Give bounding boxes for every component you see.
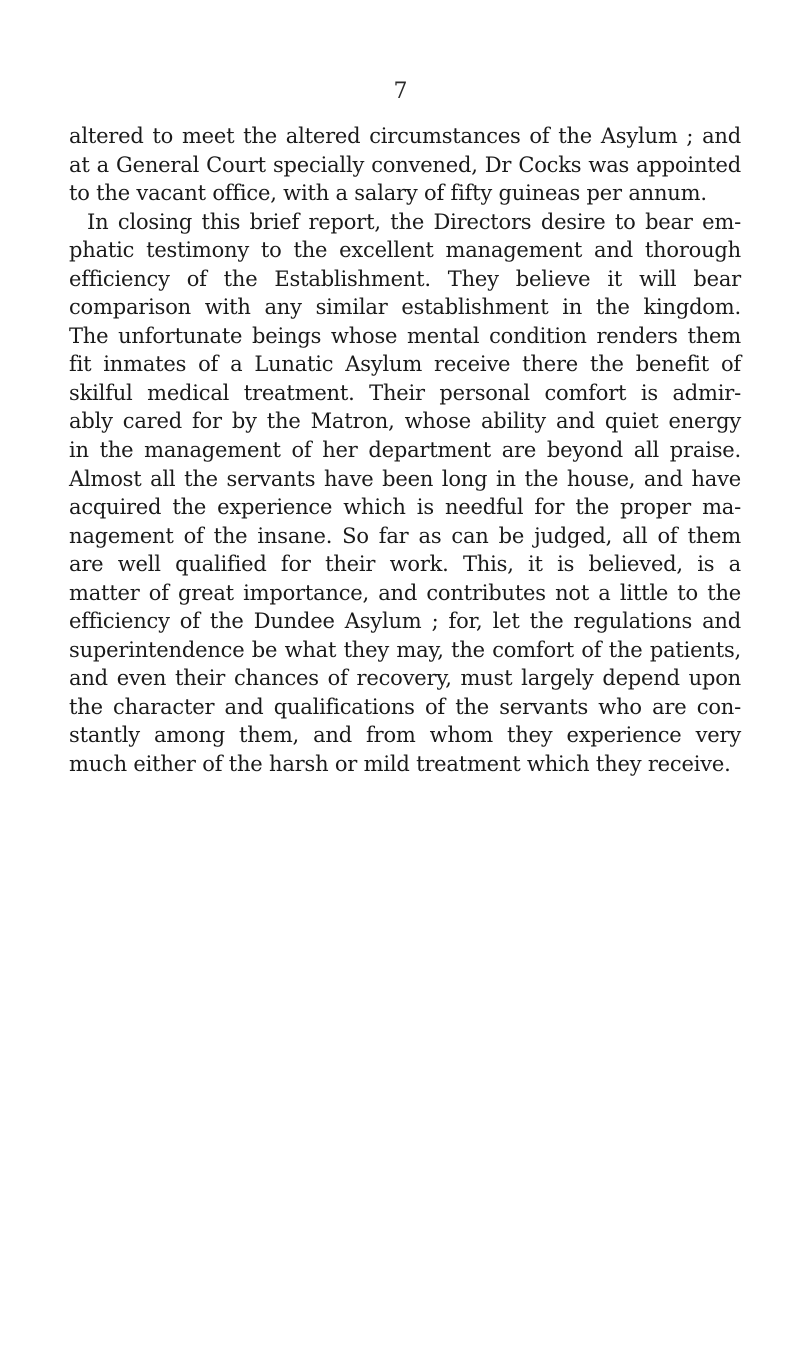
text-line-6: efficiency of the Establishment. They believe it will bear (69, 266, 741, 291)
text-line-20: and even their chances of recovery, must largely depend upon (69, 666, 741, 691)
text-line-8: The unfortunate beings whose mental condition renders them (69, 323, 741, 348)
text-line-22: stantly among them, and from whom they experience very (69, 723, 741, 748)
text-line-9: fit inmates of a Lunatic Asylum receive there the benefit of (69, 352, 741, 377)
text-line-21: the character and qualifications of the servants who are con- (69, 694, 741, 719)
text-line-17: matter of great importance, and contributes not a little to the (69, 580, 741, 605)
text-line-19: superintendence be what they may, the comfort of the patients, (69, 637, 741, 662)
page-number: 7 (393, 79, 408, 104)
text-line-12: in the management of her department are beyond all praise. (69, 438, 741, 463)
text-line-2: at a General Court specially convened, Dr Cocks was appointed (69, 152, 741, 177)
text-line-14: acquired the experience which is needful for the proper ma- (69, 495, 741, 520)
text-line-5: phatic testimony to the excellent management and thorough (69, 238, 741, 263)
text-line-11: ably cared for by the Matron, whose ability and quiet energy (69, 409, 741, 434)
text-line-15: nagement of the insane. So far as can be judged, all of them (69, 523, 741, 548)
text-line-18: efficiency of the Dundee Asylum ; for, let the regulations and (69, 609, 741, 634)
text-line-16: are well qualified for their work. This, it is believed, is a (69, 552, 741, 577)
text-line-13: Almost all the servants have been long in the house, and have (69, 466, 741, 491)
report-body (69, 122, 741, 779)
text-line-1: altered to meet the altered circumstances of the Asylum ; and (69, 124, 741, 148)
text-line-3: to the vacant office, with a salary of fifty guineas per annum. (69, 181, 707, 206)
text-line-23: much either of the harsh or mild treatment which they receive. (69, 752, 731, 777)
text-line-10: skilful medical treatment. Their personal comfort is admir- (69, 380, 741, 405)
text-line-7: comparison with any similar establishment in the kingdom. (69, 295, 741, 320)
text-line-4: In closing this brief report, the Directors desire to bear em- (87, 209, 741, 234)
